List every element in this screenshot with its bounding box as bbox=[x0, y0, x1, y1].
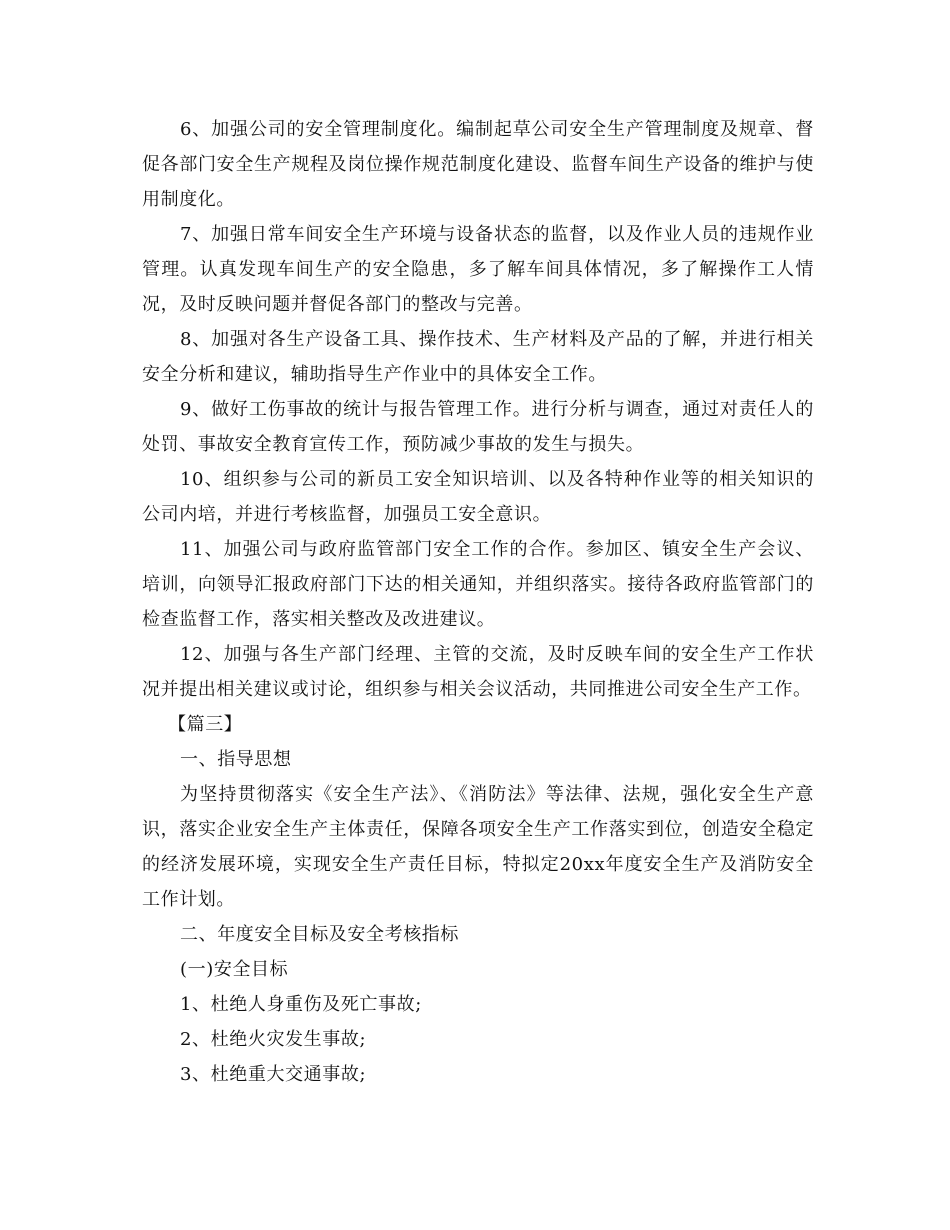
goal-item-2: 2、杜绝火灾发生事故; bbox=[180, 1029, 367, 1050]
paragraph-item-6: 6、加强公司的安全管理制度化。编制起草公司安全生产管理制度及规章、督促各部门安全生产规程及岗位操作规范制度化建设、监督车间生产设备的维护与使用制度化。 bbox=[142, 119, 814, 210]
heading-guiding-ideology: 一、指导思想 bbox=[180, 749, 292, 770]
sub-heading-safety-goals: (一)安全目标 bbox=[180, 959, 289, 980]
paragraph-item-8: 8、加强对各生产设备工具、操作技术、生产材料及产品的了解，并进行相关安全分析和建议，辅助指导生产作业中的具体安全工作。 bbox=[142, 329, 814, 385]
goal-item-1: 1、杜绝人身重伤及死亡事故; bbox=[180, 994, 422, 1015]
paragraph-item-9: 9、做好工伤事故的统计与报告管理工作。进行分析与调查，通过对责任人的处罚、事故安全教育宣传工作，预防减少事故的发生与损失。 bbox=[142, 399, 814, 455]
document-body bbox=[142, 112, 814, 1092]
paragraph-item-11: 11、加强公司与政府监管部门安全工作的合作。参加区、镇安全生产会议、培训，向领导汇报政府部门下达的相关通知，并组织落实。接待各政府监管部门的检查监督工作，落实相关整改及改进建议。 bbox=[142, 539, 814, 630]
paragraph-item-10: 10、组织参与公司的新员工安全知识培训、以及各特种作业等的相关知识的公司内培，并进行考核监督，加强员工安全意识。 bbox=[142, 469, 814, 525]
goal-item-3: 3、杜绝重大交通事故; bbox=[180, 1064, 367, 1085]
heading-annual-targets: 二、年度安全目标及安全考核指标 bbox=[180, 924, 459, 945]
guiding-paragraph: 为坚持贯彻落实《安全生产法》、《消防法》等法律、法规，强化安全生产意识，落实企业安全生产主体责任，保障各项安全生产工作落实到位，创造安全稳定的经济发展环境，实现安全生产责任目标，特拟定20xx年度安全生产及消防安全工作计划。 bbox=[142, 784, 814, 910]
paragraph-item-12: 12、加强与各生产部门经理、主管的交流，及时反映车间的安全生产工作状况并提出相关建议或讨论，组织参与相关会议活动，共同推进公司安全生产工作。 bbox=[142, 644, 814, 700]
section-title: 【篇三】 bbox=[168, 714, 243, 735]
paragraph-item-7: 7、加强日常车间安全生产环境与设备状态的监督，以及作业人员的违规作业管理。认真发现车间生产的安全隐患，多了解车间具体情况，多了解操作工人情况，及时反映问题并督促各部门的整改与完善。 bbox=[142, 224, 814, 315]
